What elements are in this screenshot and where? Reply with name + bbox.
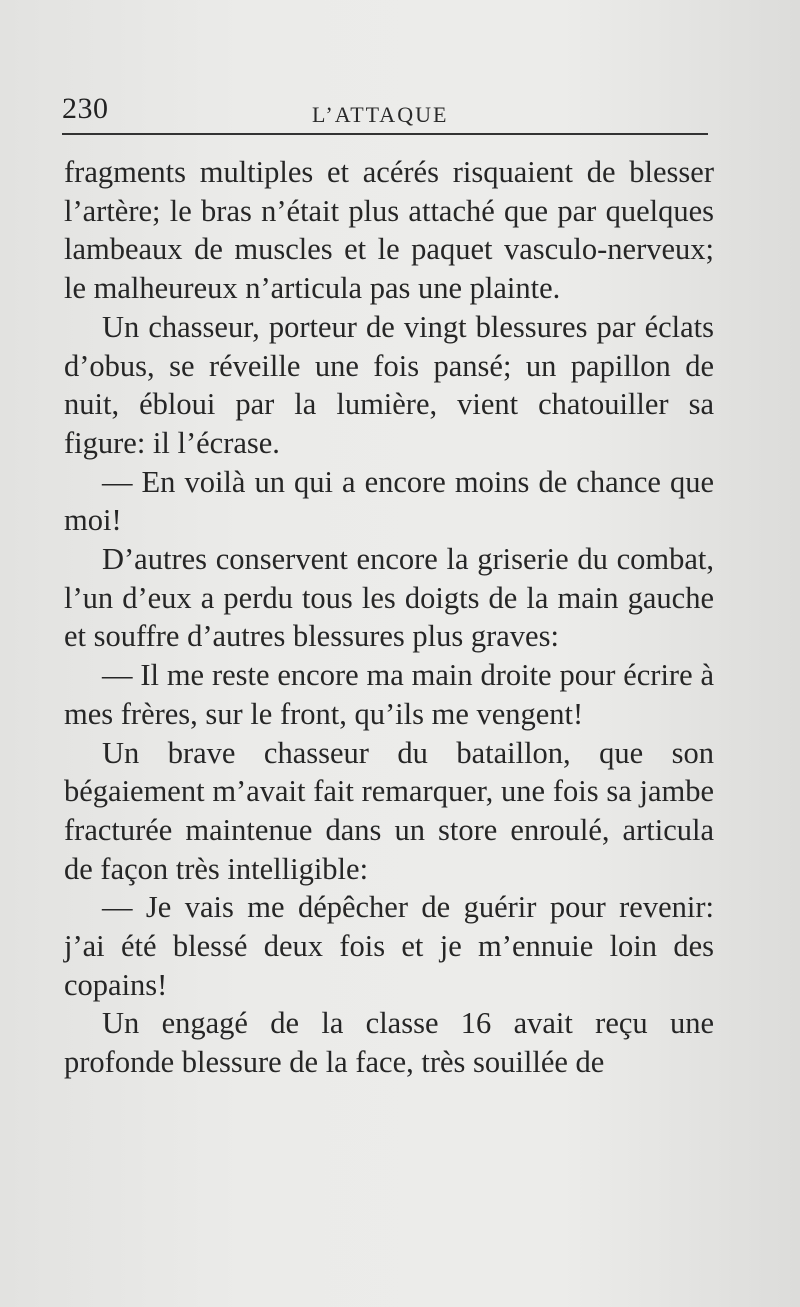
paragraph: Un engagé de la classe 16 avait reçu une profonde blessure de la face, très souillée de	[64, 1006, 714, 1080]
header-rule	[62, 133, 708, 135]
paragraph: Un brave chasseur du bataillon, que son bégaiement m’avait fait remarquer, une fois sa jambe fracturée maintenue dans un store enroulé, articula de façon très intelligible:	[64, 735, 714, 886]
page-number: 230	[62, 92, 109, 125]
paragraph: fragments multiples et acérés risquaient de blesser l’artère; le bras n’était plus attaché que par quelques lambeaux de muscles et le paquet vasculo-nerveux; le malheureux n’articula pas une plainte.	[64, 155, 714, 306]
paragraph: — Il me reste encore ma main droite pour écrire à mes frères, sur le front, qu’ils me vengent!	[64, 658, 714, 731]
page-header	[62, 92, 710, 132]
paragraph: — En voilà un qui a encore moins de chance que moi!	[64, 464, 714, 538]
body-text	[64, 153, 714, 1082]
paragraph: — Je vais me dépêcher de guérir pour revenir: j’ai été blessé deux fois et je m’ennuie loin des copains!	[64, 890, 714, 1002]
running-title: L’ATTAQUE	[312, 102, 449, 127]
paragraph: Un chasseur, porteur de vingt blessures par éclats d’obus, se réveille une fois pansé; un papillon de nuit, ébloui par la lumière, vient chatouiller sa figure: il l’écrase.	[64, 309, 714, 460]
paragraph: D’autres conservent encore la griserie du combat, l’un d’eux a perdu tous les doigts de la main gauche et souffre d’autres blessures plus graves:	[64, 542, 714, 654]
